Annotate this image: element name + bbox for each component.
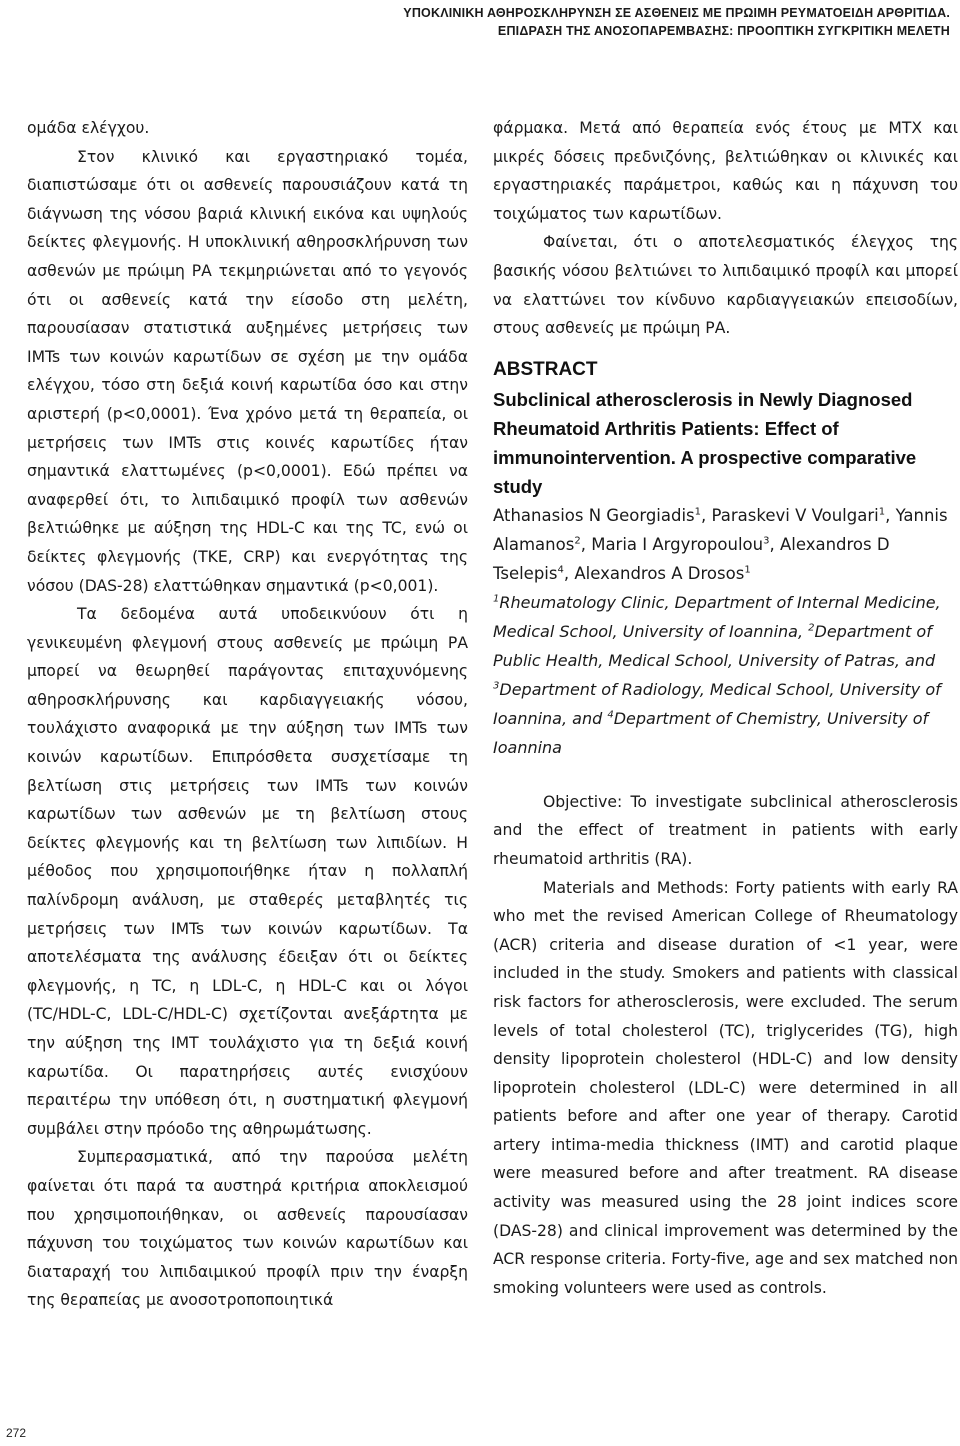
left-column [27,114,468,1315]
header-line-1: ΥΠΟΚΛΙΝΙΚΗ ΑΘΗΡΟΣΚΛΗΡΥΝΣΗ ΣΕ ΑΣΘΕΝΕΙΣ ΜΕ ΠΡΩΙΜΗ ΡΕΥΜΑΤΟΕΙΔΗ ΑΡΘΡΙΤΙΔΑ. [403,6,950,20]
paragraph: ομάδα ελέγχου. [27,119,150,137]
page-number: 272 [6,1426,27,1440]
paragraph: Στον κλινικό και εργαστηριακό τομέα, διαπιστώσαμε ότι οι ασθενείς παρουσιάζουν κατά τη διάγνωση της νόσου βαριά κλινική εικόνα και υψηλούς δείκτες φλεγμονής. Η υποκλινική αθηροσκλήρυνση των ασθενών με πρώιμη ΡΑ τεκμηριώνεται από το γεγονός ότι οι ασθενείς κατά την είσοδο στη μελέτη, παρουσίασαν στατιστικά αυξημένες μετρήσεις των IMTs των κοινών καρωτίδων σε σχέση με την ομάδα ελέγχου, τόσο στη δεξιά κοινή καρωτίδα όσο και στην αριστερή (p<0,0001). Ένα χρόνο μετά τη θεραπεία, οι μετρήσεις των IMTs στις κοινές καρωτίδες ήταν σημαντικά ελαττωμένες (p<0,0001). Εδώ πρέπει να αναφερθεί ότι, το λιπιδαιμικό προφίλ των ασθενών βελτιώθηκε με αύξηση της HDL-C και της TC, ενώ οι δείκτες φλεγμονής (ΤΚΕ, CRP) και ενεργότητας της νόσου (DAS-28) ελαττώθηκαν σημαντικά (p<0,001). [27,147,468,595]
abstract-methods: Materials and Methods: Forty patients with early RA who met the revised American College of Rheumatology (ACR) criteria and disease duration of <1 year, were included in the study. Smokers and patients with classical risk factors for atherosclerosis, were excluded. The serum levels of total cholesterol (TC), triglycerides (TG), high density lipoprotein cholesterol (HDL-C) and low density lipoprotein cholesterol (LDL-C) were determined in all patients before and after one year of therapy. Carotid artery intima-media thickness (IMT) and carotid plaque were measured before and after treatment. RA disease activity was measured using the 28 joint indices score (DAS-28) and clinical improvement was determined by the ACR response criteria. Forty-five, age and sex matched non smoking volunteers were used as controls. [493,878,958,1297]
affiliations: $^1$Rheumatology Clinic, Department of Internal Medicine, Medical School, University of Ioannina, $^2$Department of Public Health, Medical School, University of Patras, and $^3$Department of Radiology, Medical School, University of Ioannina, and $^4$Department of Chemistry, University of Ioannina [493,592,941,757]
paragraph: φάρμακα. Μετά από θεραπεία ενός έτους με MTX και μικρές δόσεις πρεδνιζόνης, βελτιώθηκαν οι κλινικές και εργαστηριακές παράμετροι, καθώς και η πάχυνση του τοιχώματος των καρωτίδων. [493,119,958,223]
author: Paraskevi V Voulgari$^1$, [711,505,896,525]
right-column [493,114,958,1302]
abstract-objective: Objective: To investigate subclinical atherosclerosis and the effect of treatment in patients with early rheumatoid arthritis (RA). [493,792,958,868]
header-line-2: ΕΠΙΔΡΑΣΗ ΤΗΣ ΑΝΟΣΟΠΑΡΕΜΒΑΣΗΣ: ΠΡΟΟΠΤΙΚΗ ΣΥΓΚΡΙΤΙΚΗ ΜΕΛΕΤΗ [497,24,950,38]
author: Yannis Alamanos$^2$, [493,505,948,554]
author: Athanasios N Georgiadis$^1$, [493,505,712,525]
running-header [0,4,950,40]
author: Alexandros A Drosos$^1$ [574,563,751,583]
paragraph: Φαίνεται, ότι ο αποτελεσματικός έλεγχος της βασικής νόσου βελτιώνει το λιπιδαιμικό προφίλ και μπορεί να ελαττώνει τον κίνδυνο καρδιαγγειακών επεισοδίων, στους ασθενείς με πρώιμη ΡΑ. [493,233,958,338]
paragraph: Τα δεδομένα αυτά υποδεικνύουν ότι η γενικευμένη φλεγμονή στους ασθενείς με πρώιμη ΡΑ μπορεί να θεωρηθεί παράγοντας επιταχυνόμενης αθηροσκλήρυνσης και καρδιαγγειακής νόσου, τουλάχιστο αναφορικά με την αύξηση των IMTs των κοινών καρωτίδων. Επιπρόσθετα συσχετίσαμε τη βελτίωση στις μετρήσεις των IMTs των κοινών καρωτίδων των ασθενών με τη βελτίωση στους δείκτες φλεγμονής και τη βελτίωση των λιπιδίων. Η μέθοδος που χρησιμοποιήθηκε ήταν η πολλαπλή παλίνδρομη ανάλυση, με σταθερές μεταβλητές τις μετρήσεις των IMTs των κοινών καρωτίδων. Τα αποτελέσματα της ανάλυσης έδειξαν ότι οι δείκτες φλεγμονής, η TC, η LDL-C, η HDL-C και οι λόγοι (TC/HDL-C, LDL-C/HDL-C) σχετίζονται ανεξάρτητα με την αύξηση της IMT τουλάχιστο για τη δεξιά κοινή καρωτίδα. Οι παρατηρήσεις αυτές ενισχύουν περαιτέρω την υπόθεση ότι, η συστηματική φλεγμονή συμβάλει στην πρόοδο της αθηρωμάτωσης. [27,605,468,1138]
author: Maria I Argyropoulou$^3$, [591,534,780,554]
paragraph: Συμπερασματικά, από την παρούσα μελέτη φαίνεται ότι παρά τα αυστηρά κριτήρια αποκλεισμού που χρησιμοποιήθηκαν, οι ασθενείς παρουσίασαν πάχυνση του τοιχώματος των κοινών καρωτίδων και διαταραχή του λιπιδαιμικού προφίλ πριν την έναρξη της θεραπείας με ανοσοτροποποιητικά [27,1148,468,1310]
article-title: Subclinical atherosclerosis in Newly Diagnosed Rheumatoid Arthritis Patients: Effect of immunointervention. A prospective comparative study [493,388,917,497]
author-list [493,501,958,588]
abstract-heading: ABSTRACT [493,358,598,380]
author: Alexandros D Tselepis$^4$, [493,534,890,583]
